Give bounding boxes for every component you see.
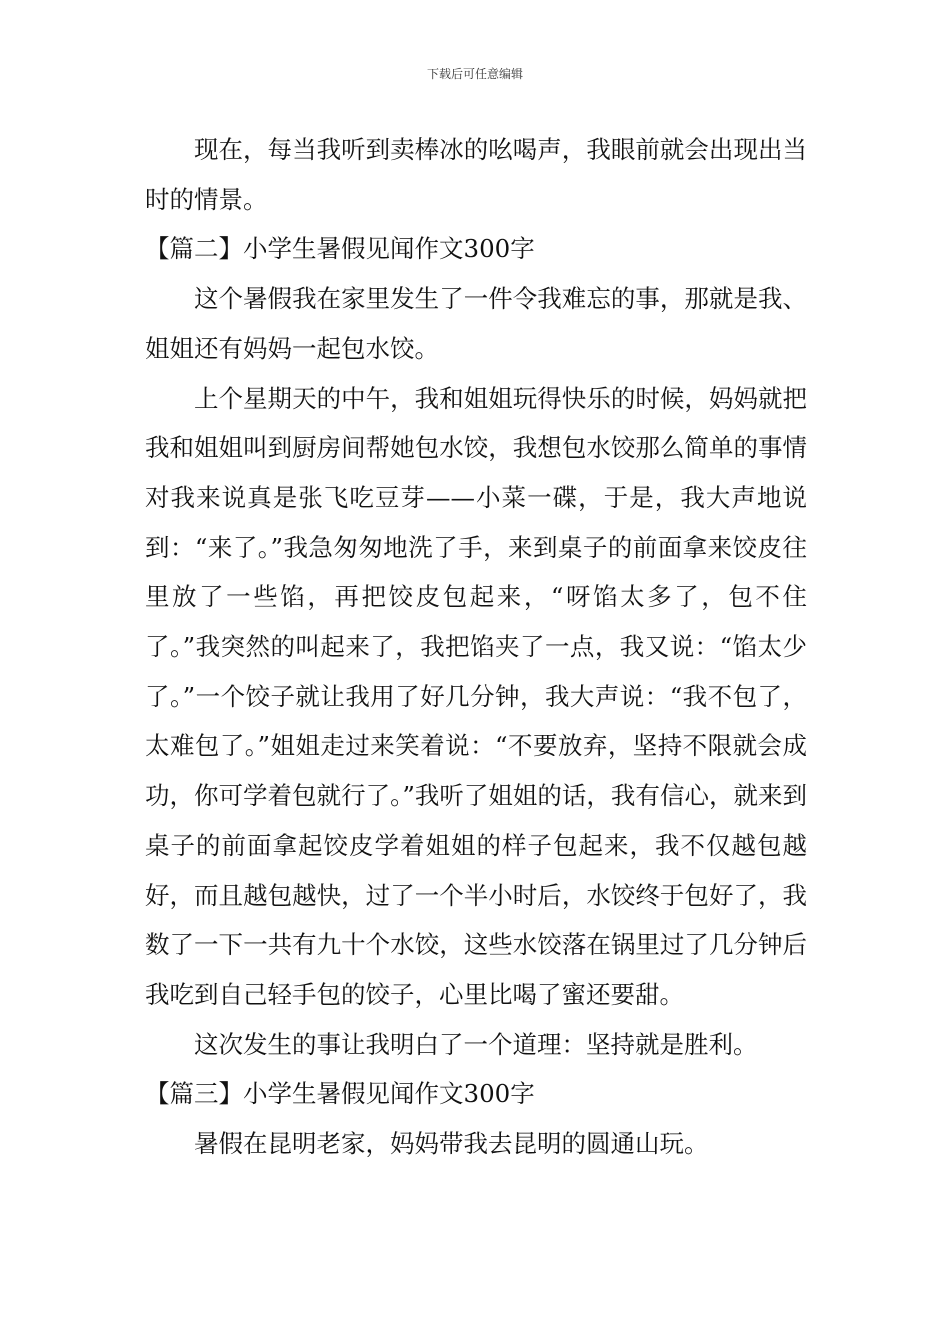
paragraph: 暑假在昆明老家，妈妈带我去昆明的圆通山玩。 (194, 1129, 709, 1159)
document-body (145, 125, 807, 1169)
section-heading: 【篇三】小学生暑假见闻作文300字 (145, 1079, 535, 1109)
paragraph: 这次发生的事让我明白了一个道理：坚持就是胜利。 (194, 1029, 758, 1059)
paragraph: 这个暑假我在家里发生了一件令我难忘的事，那就是我、姐姐还有妈妈一起包水饺。 (145, 284, 807, 363)
page-header: 下载后可任意编辑 (426, 67, 523, 81)
section-heading: 【篇二】小学生暑假见闻作文300字 (145, 234, 535, 264)
paragraph: 现在，每当我听到卖棒冰的吆喝声，我眼前就会出现出当时的情景。 (145, 135, 807, 214)
paragraph: 上个星期天的中午，我和姐姐玩得快乐的时候，妈妈就把我和姐姐叫到厨房间帮她包水饺，我想包水饺那么简单的事情对我来说真是张飞吃豆芽——小菜一碟，于是，我大声地说到：“来了。”我急匆匆地洗了手，来到桌子的前面拿来饺皮往里放了一些馅，再把饺皮包起来，“呀馅太多了，包不住了。”我突然的叫起来了，我把馅夹了一点，我又说：“馅太少了。”一个饺子就让我用了好几分钟，我大声说：“我不包了，太难包了。”姐姐走过来笑着说：“不要放弃，坚持不限就会成功，你可学着包就行了。”我听了姐姐的话，我有信心，就来到桌子的前面拿起饺皮学着姐姐的样子包起来，我不仅越包越好，而且越包越快，过了一个半小时后，水饺终于包好了，我数了一下一共有九十个水饺，这些水饺落在锅里过了几分钟后我吃到自己轻手包的饺子，心里比喝了蜜还要甜。 (145, 383, 807, 1009)
